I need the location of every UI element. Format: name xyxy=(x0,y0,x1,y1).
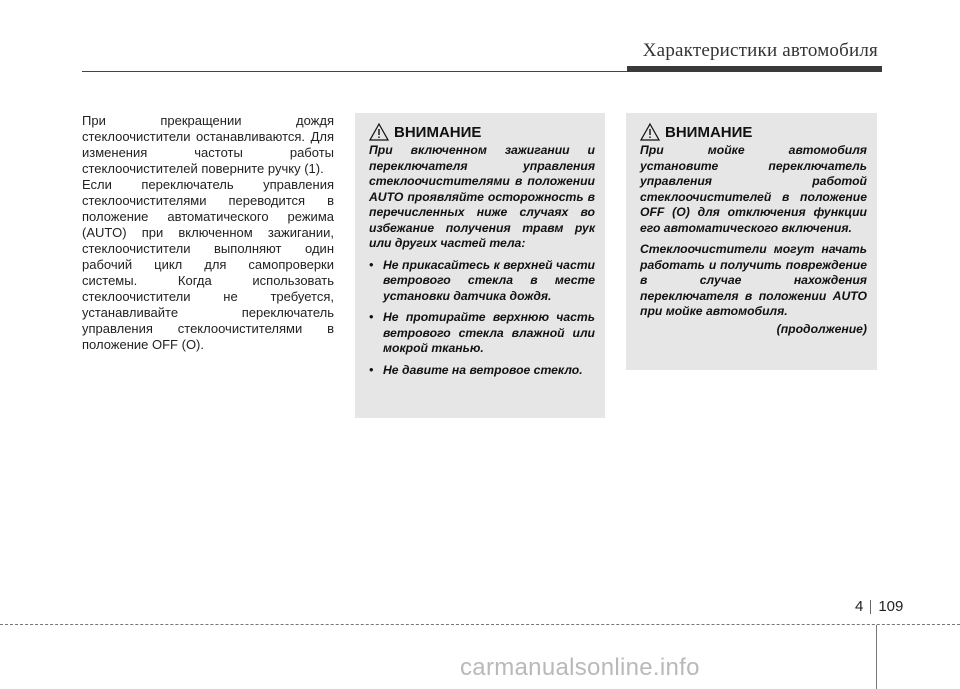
page-number-value: 109 xyxy=(878,598,904,615)
page-number xyxy=(855,598,903,615)
warning-bullet-item: • Не протирайте верхнюю часть ветрового стекла влажной или мокрой тканью. xyxy=(369,310,595,355)
warning-header xyxy=(369,123,595,141)
warning-bullet-text: Не давите на ветровое стекло. xyxy=(383,362,583,377)
continued-label: (продолжение) xyxy=(776,321,867,336)
warning-bullet-text: Не протирайте верхнюю часть ветрового стекла влажной или мокрой тканью. xyxy=(383,310,595,355)
warning-triangle-icon xyxy=(369,123,389,141)
warning-title: ВНИМАНИЕ xyxy=(394,123,482,141)
warning-bullet-item: • Не прикасайтесь к верхней части ветрового стекла в месте установки датчика дождя. xyxy=(369,257,595,303)
warning-box-2 xyxy=(626,113,877,370)
warning-bullet-item: • Не давите на ветровое стекло. xyxy=(369,362,583,377)
warning-box-1 xyxy=(355,113,605,418)
body-paragraph-1: При прекращении дождя стеклоочистители останавливаются. Для изменения частоты работы стеклоочистителей поверните ручку (1). xyxy=(82,113,334,176)
crop-mark xyxy=(876,625,877,689)
warning-bullet-text: Не прикасайтесь к верхней части ветрового стекла в месте установки датчика дождя. xyxy=(383,257,595,303)
warning-paragraph-2: Стеклоочистители могут начать работать и получить повреждение в случае нахождения переключателя в положении AUTO при мойке автомобиля. xyxy=(640,242,867,318)
warning-title: ВНИМАНИЕ xyxy=(665,123,753,141)
warning-paragraph-1: При мойке автомобиля установите переключатель управления работой стеклоочистителей в положение OFF (O) для отключения функции его автоматического включения. xyxy=(640,143,867,235)
body-paragraph-2: Если переключатель управления стеклоочистителями переводится в положение автоматического режима (AUTO) при включенном зажигании, стеклоочистители выполняют один рабочий цикл для самопроверки системы. Когда использовать стеклоочистители не требуется, устанавливайте переключатель управления стеклоочистителями в положение OFF (O). xyxy=(82,177,334,352)
page-number-separator xyxy=(870,600,871,614)
body-text-column xyxy=(82,113,334,353)
warning-header xyxy=(640,123,867,141)
warning-text: При включенном зажигании и переключателя управления стеклоочистителями в положении AUTO проявляйте осторожность в перечисленных ниже случаях во избежание получения травм рук или других частей тела: xyxy=(369,143,595,250)
footer-dashed-line xyxy=(0,624,960,625)
warning-triangle-icon xyxy=(640,123,660,141)
warning-bullet-list xyxy=(369,258,595,379)
watermark: carmanualsonline.info xyxy=(460,654,700,681)
page-header-title: Характеристики автомобиля xyxy=(642,40,878,61)
chapter-number: 4 xyxy=(855,598,864,615)
header-rule-accent xyxy=(627,66,882,72)
